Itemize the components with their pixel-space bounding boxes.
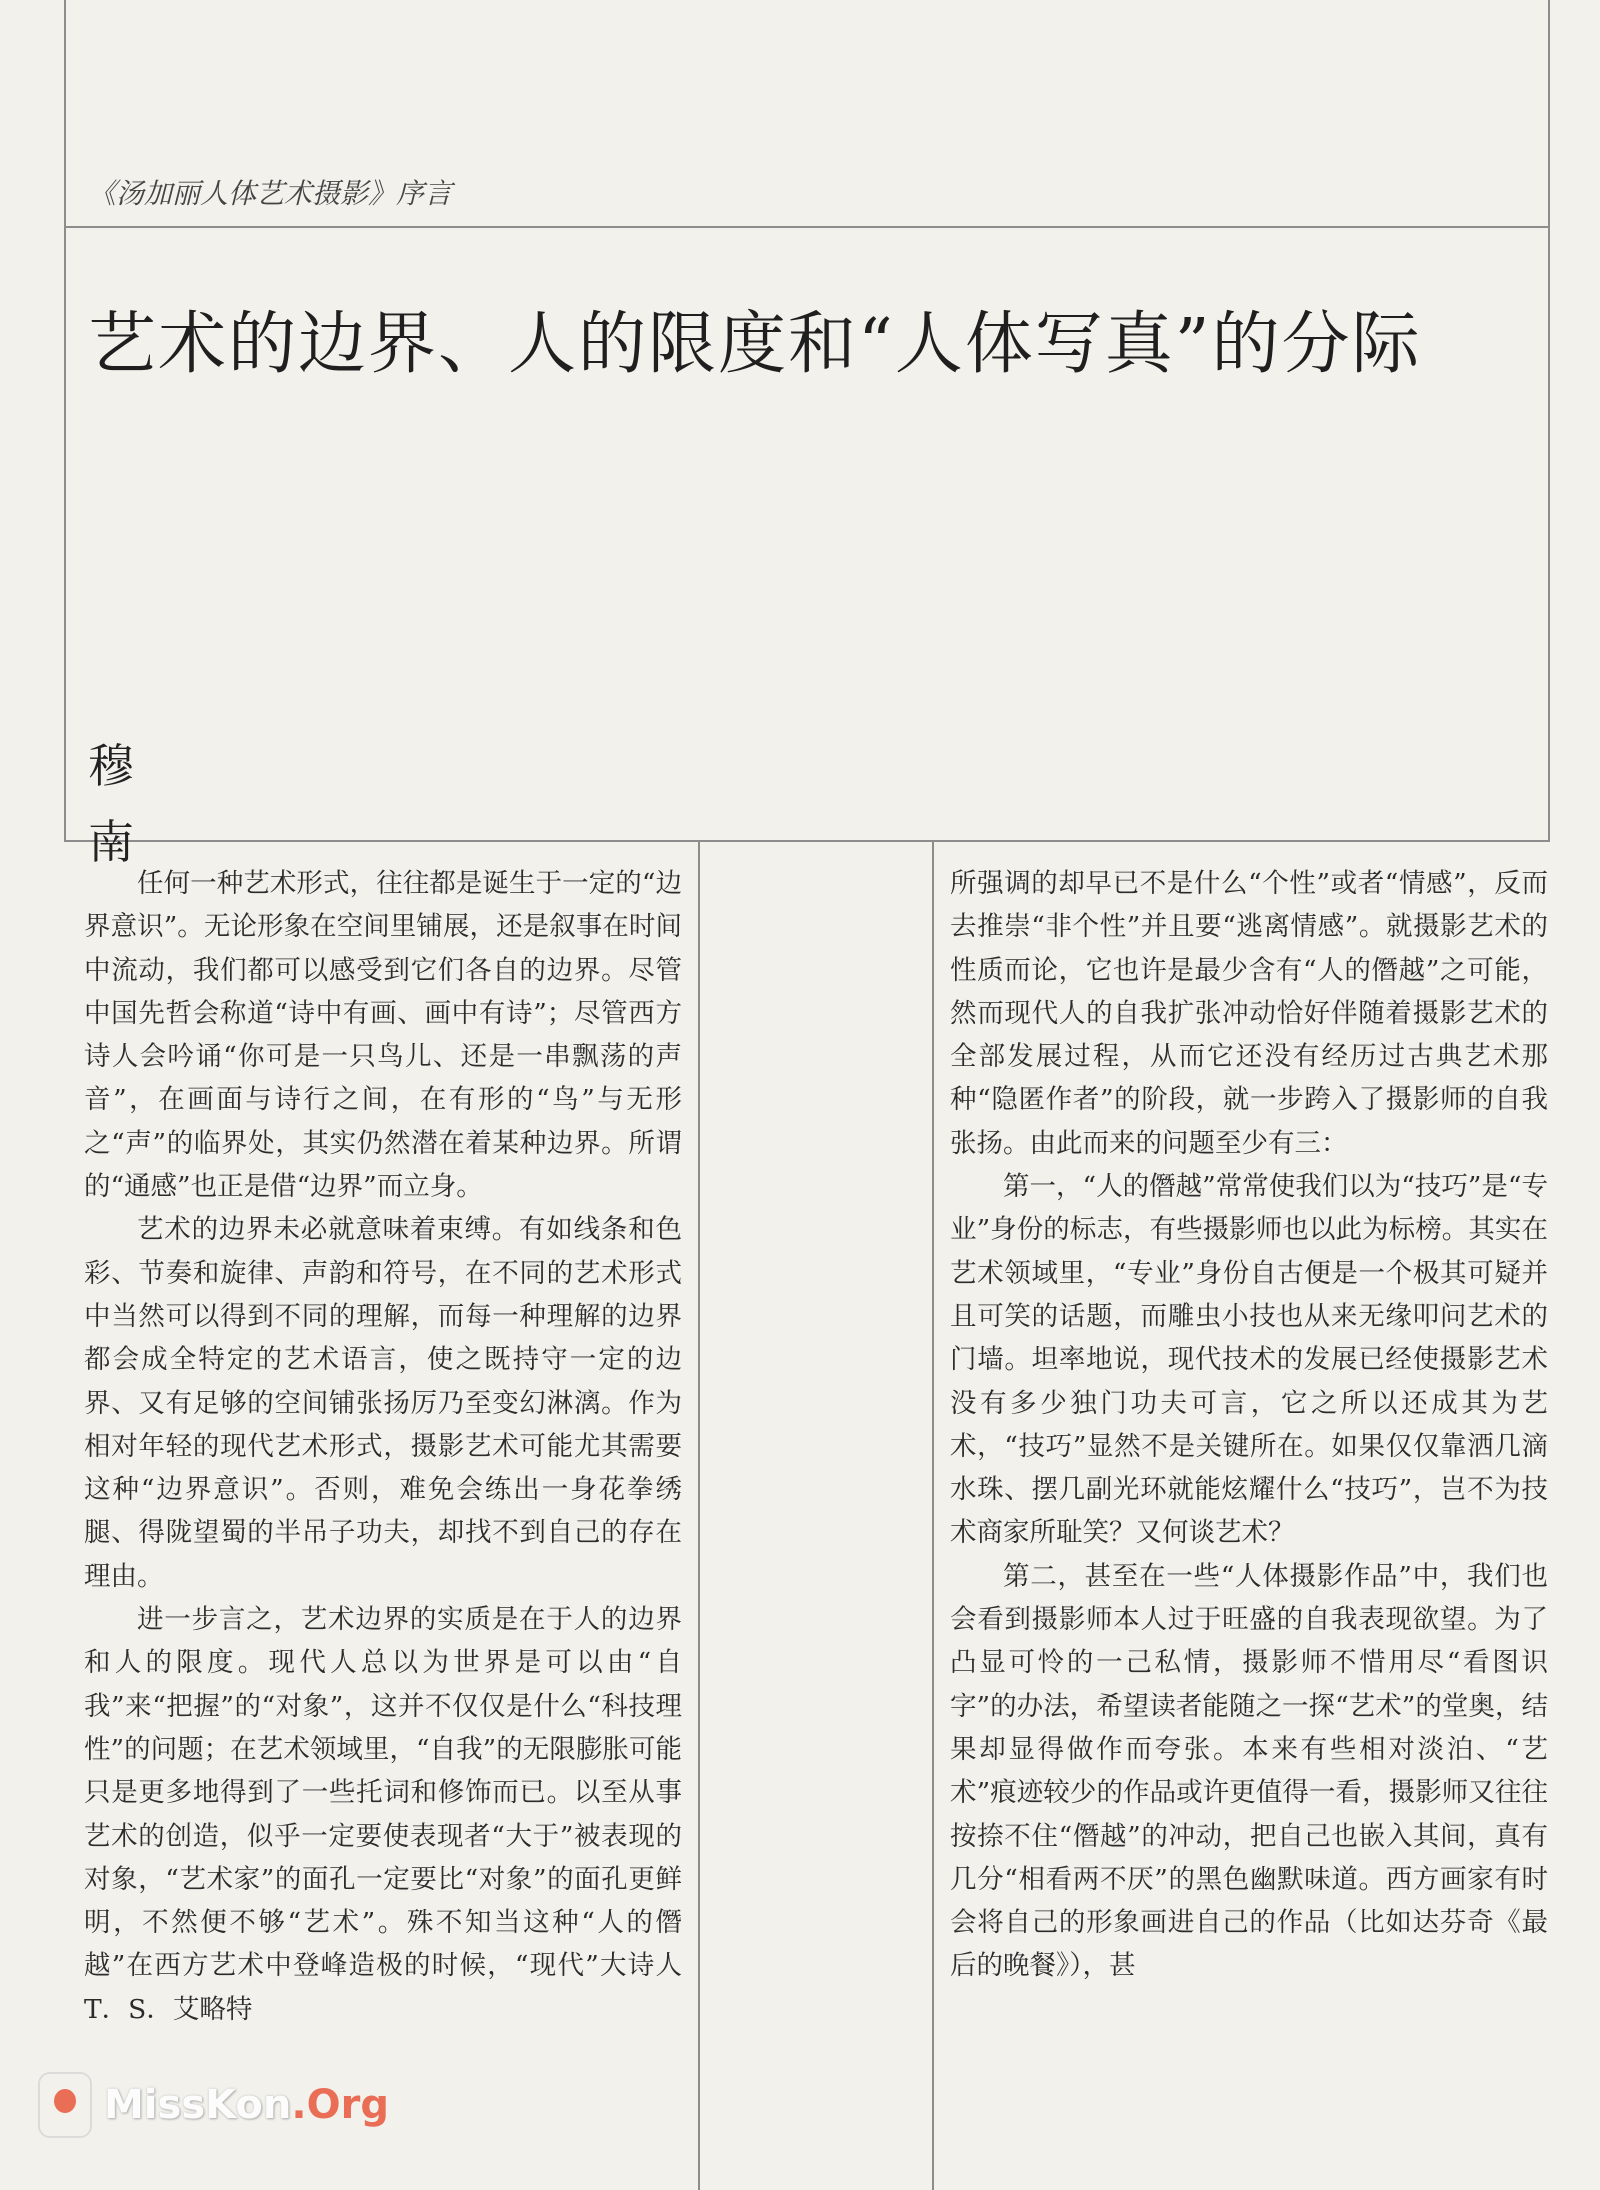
left-text-column bbox=[84, 862, 682, 2031]
paragraph: 艺术的边界未必就意味着束缚。有如线条和色彩、节奏和旋律、声韵和符号，在不同的艺术形式中当然可以得到不同的理解，而每一种理解的边界都会成全特定的艺术语言，使之既持守一定的边界、又有足够的空间铺张扬厉乃至变幻淋漓。作为相对年轻的现代艺术形式，摄影艺术可能尤其需要这种“边界意识”。否则，难免会练出一身花拳绣腿、得陇望蜀的半吊子功夫，却找不到自己的存在理由。 bbox=[84, 1214, 682, 1592]
right-text-column bbox=[950, 862, 1548, 1988]
paragraph: 任何一种艺术形式，往往都是诞生于一定的“边界意识”。无论形象在空间里铺展，还是叙事在时间中流动，我们都可以感受到它们各自的边界。尽管中国先哲会称道“诗中有画、画中有诗”；尽管西方诗人会吟诵“你可是一只鸟儿、还是一串飘荡的声音”，在画面与诗行之间，在有形的“鸟”与无形之“声”的临界处，其实仍然潜在着某种边界。所谓的“通感”也正是借“边界”而立身。 bbox=[84, 868, 682, 1203]
column-divider-left bbox=[698, 840, 700, 2190]
paragraph: 第二，甚至在一些“人体摄影作品”中，我们也会看到摄影师本人过于旺盛的自我表现欲望。为了凸显可怜的一己私情，摄影师不惜用尽“看图识字”的办法，希望读者能随之一探“艺术”的堂奥，结果却显得做作而夸张。本来有些相对淡泊、“艺术”痕迹较少的作品或许更值得一看，摄影师又往往按捺不住“僭越”的冲动，把自己也嵌入其间，真有几分“相看两不厌”的黑色幽默味道。西方画家有时会将自己的形象画进自己的作品（比如达芬奇《最后的晚餐》），甚 bbox=[950, 1560, 1548, 1982]
author-char-1: 穆 bbox=[88, 739, 134, 793]
article-title: 艺术的边界、人的限度和“人体写真”的分际 bbox=[88, 305, 1422, 384]
paragraph: 进一步言之，艺术边界的实质是在于人的边界和人的限度。现代人总以为世界是可以由“自我”来“把握”的“对象”，这并不仅仅是什么“科技理性”的问题；在艺术领域里，“自我”的无限膨胀可能只是更多地得到了一些托词和修饰而已。以至从事艺术的创造，似乎一定要使表现者“大于”被表现的对象，“艺术家”的面孔一定要比“对象”的面孔更鲜明，不然便不够“艺术”。殊不知当这种“人的僭越”在西方艺术中登峰造极的时候，“现代”大诗人T．S．艾略特 bbox=[84, 1604, 682, 2025]
header-rule bbox=[64, 226, 1550, 228]
body-top-rule bbox=[64, 840, 1550, 842]
paragraph: 第一，“人的僭越”常常使我们以为“技巧”是“专业”身份的标志，有些摄影师也以此为标榜。其实在艺术领域里，“专业”身份自古便是一个极其可疑并且可笑的话题，而雕虫小技也从来无缘叩问艺术的门墙。坦率地说，现代技术的发展已经使摄影艺术没有多少独门功夫可言，它之所以还成其为艺术，“技巧”显然不是关键所在。如果仅仅靠洒几滴水珠、摆几副光环就能炫耀什么“技巧”，岂不为技术商家所耻笑？又何谈艺术？ bbox=[950, 1171, 1548, 1549]
watermark-suffix: .Org bbox=[291, 2082, 389, 2128]
left-frame-rule bbox=[64, 0, 66, 840]
paragraph-continued: 所强调的却早已不是什么“个性”或者“情感”，反而去推崇“非个性”并且要“逃离情感”。就摄影艺术的性质而论，它也许是最少含有“人的僭越”之可能，然而现代人的自我扩张冲动恰好伴随着摄影艺术的全部发展过程，从而它还没有经历过古典艺术那种“隐匿作者”的阶段，就一步跨入了摄影师的自我张扬。由此而来的问题至少有三： bbox=[950, 868, 1548, 1159]
right-frame-rule bbox=[1548, 0, 1550, 840]
author-char-2: 南 bbox=[88, 815, 134, 869]
watermark-name: MissKon bbox=[104, 2082, 292, 2128]
author-name bbox=[88, 728, 134, 880]
column-divider-right bbox=[932, 840, 934, 2190]
watermark-logo-icon bbox=[40, 2074, 90, 2136]
series-title: 《汤加丽人体艺术摄影》序言 bbox=[88, 177, 453, 210]
watermark bbox=[40, 2074, 389, 2136]
